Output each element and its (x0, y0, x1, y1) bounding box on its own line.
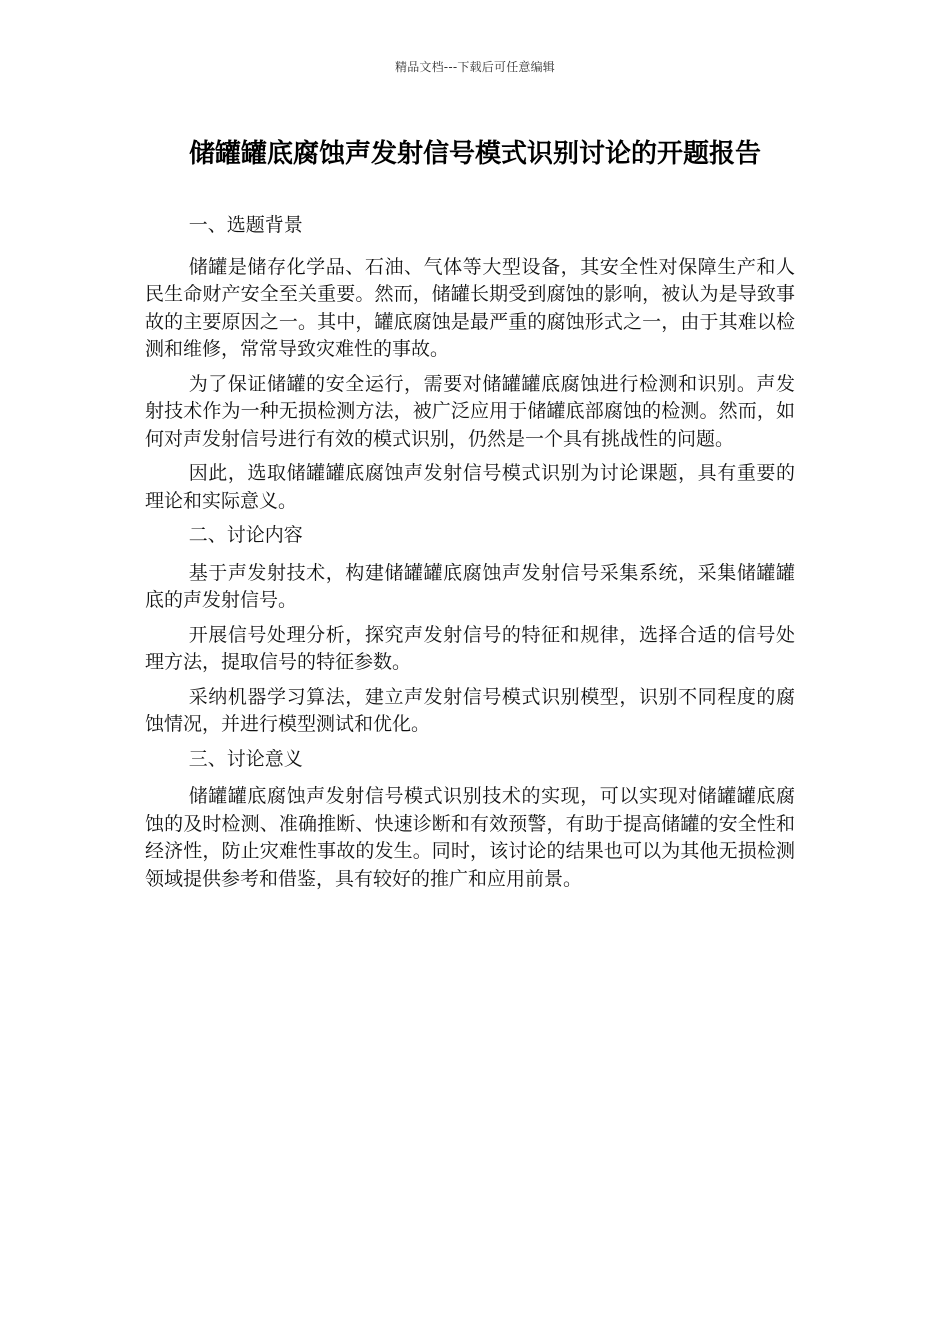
section-heading: 一、选题背景 (188, 214, 303, 236)
paragraph: 储罐罐底腐蚀声发射信号模式识别技术的实现，可以实现对储罐罐底腐蚀的及时检测、准确推断、快速诊断和有效预警，有助于提高储罐的安全性和经济性，防止灾难性事故的发生。同时，该讨论的结果也可以为其他无损检测领域提供参考和借鉴，具有较好的推广和应用前景。 (145, 785, 795, 890)
section-heading: 二、讨论内容 (188, 524, 303, 546)
section-heading: 三、讨论意义 (188, 747, 303, 770)
paragraph: 为了保证储罐的安全运行，需要对储罐罐底腐蚀进行检测和识别。声发射技术作为一种无损检测方法，被广泛应用于储罐底部腐蚀的检测。然而，如何对声发射信号进行有效的模式识别，仍然是一个具有挑战性的问题。 (145, 372, 795, 450)
paragraph: 基于声发射技术，构建储罐罐底腐蚀声发射信号采集系统，采集储罐罐底的声发射信号。 (145, 561, 795, 611)
document-body (145, 212, 795, 900)
section-background (145, 212, 795, 515)
paragraph: 因此，选取储罐罐底腐蚀声发射信号模式识别为讨论课题，具有重要的理论和实际意义。 (145, 462, 795, 512)
paragraph: 储罐是储存化学品、石油、气体等大型设备，其安全性对保障生产和人民生命财产安全至关重要。然而，储罐长期受到腐蚀的影响，被认为是导致事故的主要原因之一。其中，罐底腐蚀是最严重的腐蚀形式之一，由于其难以检测和维修，常常导致灾难性的事故。 (145, 255, 795, 360)
paragraph: 采纳机器学习算法，建立声发射信号模式识别模型，识别不同程度的腐蚀情况，并进行模型测试和优化。 (145, 685, 795, 735)
section-content (145, 522, 795, 739)
document-title: 储罐罐底腐蚀声发射信号模式识别讨论的开题报告 (188, 139, 761, 169)
paragraph: 开展信号处理分析，探究声发射信号的特征和规律，选择合适的信号处理方法，提取信号的特征参数。 (145, 623, 795, 673)
section-significance (145, 746, 795, 894)
header-note: 精品文档---下载后可任意编辑 (395, 60, 555, 74)
